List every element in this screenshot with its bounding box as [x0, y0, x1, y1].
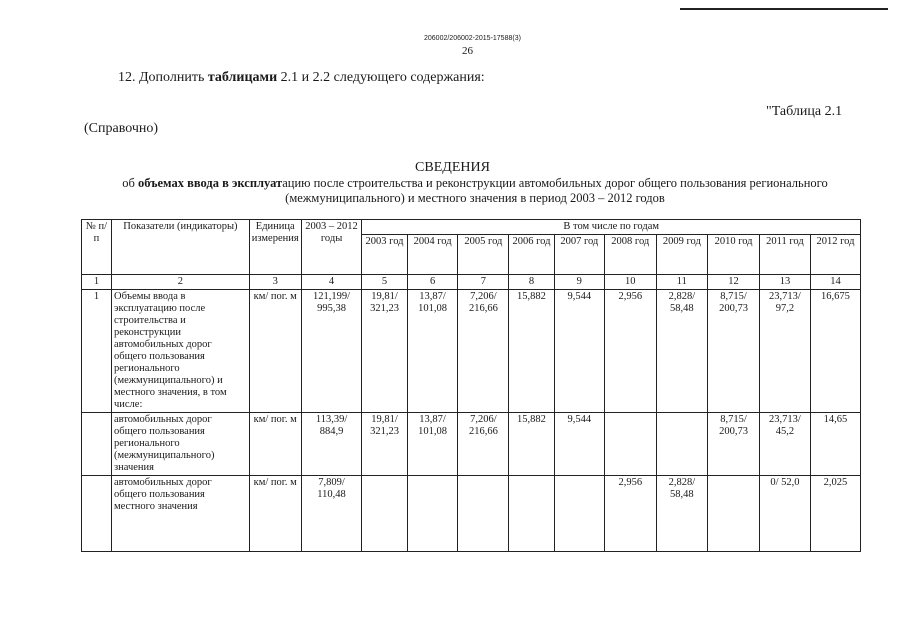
row-value: 19,81/ 321,23: [362, 413, 407, 476]
page-number: 26: [462, 45, 473, 57]
row-value: [362, 476, 407, 552]
row-value: 15,882: [509, 290, 554, 413]
column-number: 9: [554, 275, 605, 290]
column-number: 8: [509, 275, 554, 290]
header-row-1: [82, 220, 861, 235]
header-year: 2004 год: [407, 235, 458, 275]
row-value: 23,713/ 97,2: [759, 290, 810, 413]
row-value: 2,956: [605, 476, 656, 552]
row-value: 2,828/ 58,48: [656, 476, 708, 552]
row-num: 1: [82, 290, 112, 413]
row-value: 8,715/ 200,73: [708, 290, 760, 413]
column-number: 3: [249, 275, 301, 290]
table-title: СВЕДЕНИЯ: [415, 160, 490, 175]
document-id: 206002/206002-2015-17588(3): [424, 35, 521, 42]
row-value: [509, 476, 554, 552]
table-row: [82, 476, 861, 552]
subtitle-line2: (межмуниципального) и местного значения в период 2003 – 2012 годов: [285, 191, 665, 205]
row-value: 16,675: [810, 290, 860, 413]
row-num: [82, 476, 112, 552]
column-number: 10: [605, 275, 656, 290]
header-year: 2010 год: [708, 235, 760, 275]
header-year: 2008 год: [605, 235, 656, 275]
table-row: [82, 290, 861, 413]
header-unit: Единица измерения: [249, 220, 301, 275]
row-value: 15,882: [509, 413, 554, 476]
row-total: 113,39/ 884,9: [301, 413, 362, 476]
row-value: 13,87/ 101,08: [407, 413, 458, 476]
header-year: 2006 год: [509, 235, 554, 275]
row-value: 19,81/ 321,23: [362, 290, 407, 413]
header-indicator: Показатели (индикаторы): [111, 220, 249, 275]
row-value: 23,713/ 45,2: [759, 413, 810, 476]
column-number: 12: [708, 275, 760, 290]
heading-bold: таблицами: [207, 70, 278, 85]
row-indicator: Объемы ввода в эксплуатацию после строительства и реконструкции автомобильных дорог общего пользования регионального (межмуниципального) и местного значения, в том числе:: [111, 290, 249, 413]
header-year: 2012 год: [810, 235, 860, 275]
header-total: 2003 – 2012 годы: [301, 220, 362, 275]
row-value: 9,544: [554, 290, 605, 413]
row-unit: км/ пог. м: [249, 290, 301, 413]
header-num: № п/п: [82, 220, 112, 275]
column-number: 14: [810, 275, 860, 290]
column-number: 7: [458, 275, 509, 290]
subtitle-pre: об: [122, 176, 139, 190]
table-subtitle: [60, 176, 890, 206]
subtitle-bold: объемах ввода в эксплуат: [138, 176, 283, 190]
header-year: 2003 год: [362, 235, 407, 275]
row-value: 2,828/ 58,48: [656, 290, 708, 413]
row-value: 7,206/ 216,66: [458, 290, 509, 413]
column-number: 2: [111, 275, 249, 290]
column-number: 1: [82, 275, 112, 290]
data-table: [81, 219, 861, 552]
heading-rest: 2.1 и 2.2 следующего содержания:: [277, 70, 485, 85]
column-number: 5: [362, 275, 407, 290]
header-year: 2011 год: [759, 235, 810, 275]
row-value: 7,206/ 216,66: [458, 413, 509, 476]
row-value: 2,025: [810, 476, 860, 552]
heading-text: 12. Дополнить: [118, 70, 208, 85]
section-heading: [118, 70, 485, 86]
row-value: [656, 413, 708, 476]
table-reference: "Таблица 2.1: [766, 104, 843, 119]
header-year: 2009 год: [656, 235, 708, 275]
row-value: [605, 413, 656, 476]
subtitle-post: ацию после строительства и реконструкции автомобильных дорог общего пользования регионального: [282, 176, 828, 190]
table-row: [82, 413, 861, 476]
row-value: 2,956: [605, 290, 656, 413]
header-year: 2005 год: [458, 235, 509, 275]
row-value: 13,87/ 101,08: [407, 290, 458, 413]
row-total: 121,199/ 995,38: [301, 290, 362, 413]
row-indicator: автомобильных дорог общего пользования регионального (межмуниципального) значения: [111, 413, 249, 476]
column-number: 4: [301, 275, 362, 290]
row-unit: км/ пог. м: [249, 476, 301, 552]
row-value: 14,65: [810, 413, 860, 476]
row-value: 0/ 52,0: [759, 476, 810, 552]
column-number: 13: [759, 275, 810, 290]
row-value: [458, 476, 509, 552]
column-number: 11: [656, 275, 708, 290]
header-by-years: В том числе по годам: [362, 220, 861, 235]
row-value: [708, 476, 760, 552]
row-value: 8,715/ 200,73: [708, 413, 760, 476]
top-rule: [680, 8, 888, 10]
column-number: 6: [407, 275, 458, 290]
reference-note: (Справочно): [84, 121, 159, 136]
row-value: [407, 476, 458, 552]
row-value: [554, 476, 605, 552]
column-number-row: [82, 275, 861, 290]
row-num: [82, 413, 112, 476]
header-year: 2007 год: [554, 235, 605, 275]
row-value: 9,544: [554, 413, 605, 476]
row-unit: км/ пог. м: [249, 413, 301, 476]
row-total: 7,809/ 110,48: [301, 476, 362, 552]
row-indicator: автомобильных дорог общего пользования местного значения: [111, 476, 249, 552]
